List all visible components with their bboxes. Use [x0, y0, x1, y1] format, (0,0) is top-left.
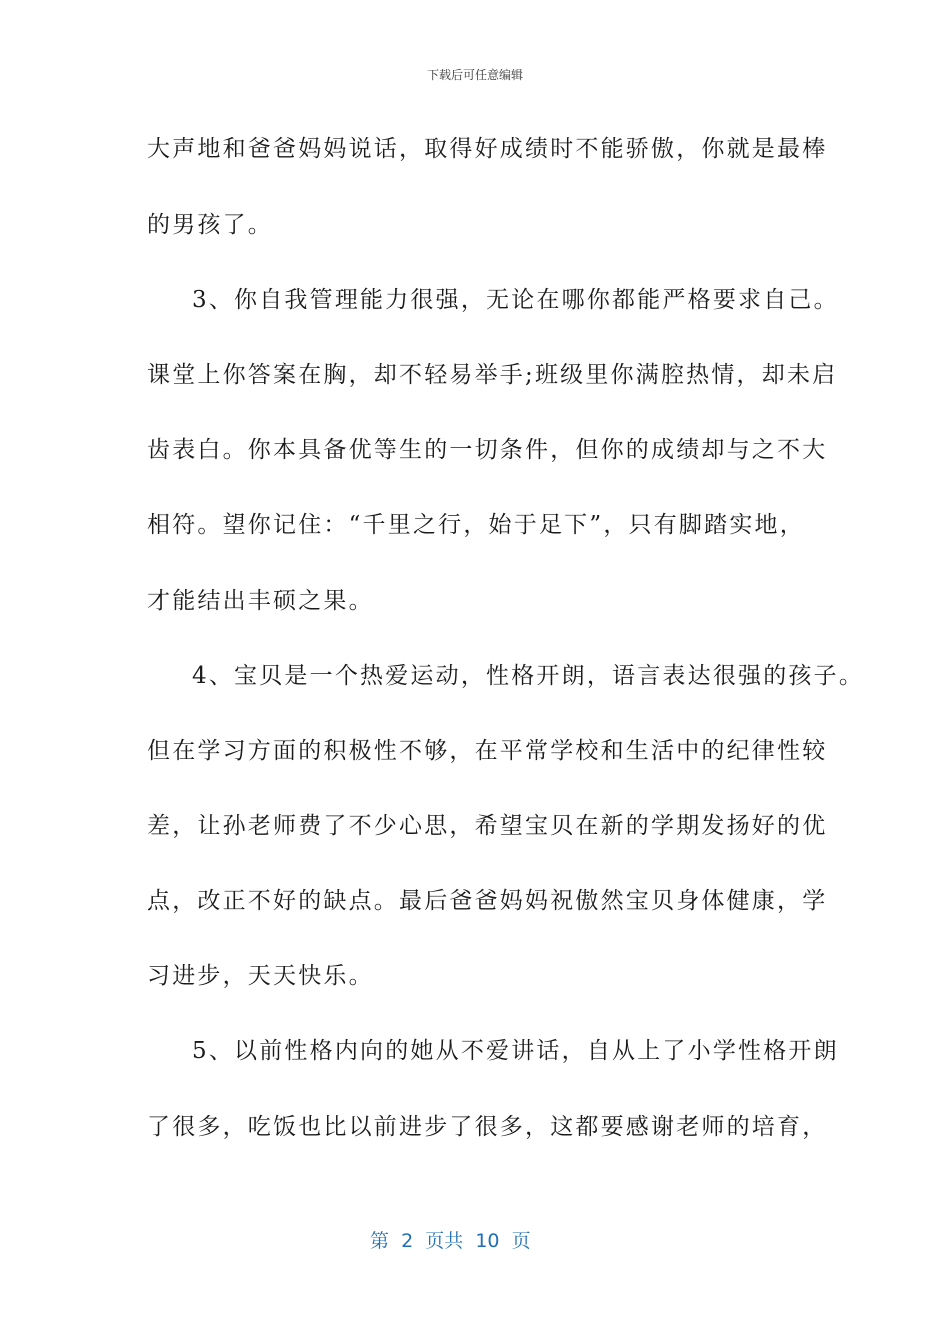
- body-line-14: 了很多，吃饭也比以前进步了很多，这都要感谢老师的培育，: [147, 1114, 828, 1140]
- body-line-4: 课堂上你答案在胸，却不轻易举手;班级里你满腔热情，却未启: [147, 362, 838, 388]
- body-line-1: 大声地和爸爸妈妈说话，取得好成绩时不能骄傲，你就是最棒: [147, 136, 828, 162]
- body-line-11: 点，改正不好的缺点。最后爸爸妈妈祝傲然宝贝身体健康，学: [147, 888, 828, 914]
- body-line-5: 齿表白。你本具备优等生的一切条件，但你的成绩却与之不大: [147, 437, 828, 463]
- body-line-8: 4、宝贝是一个热爱运动，性格开朗，语言表达很强的孩子。: [192, 663, 865, 689]
- body-line-12: 习进步，天天快乐。: [147, 963, 374, 989]
- body-line-13: 5、以前性格内向的她从不爱讲话，自从上了小学性格开朗: [192, 1038, 839, 1064]
- body-line-7: 才能结出丰硕之果。: [147, 588, 374, 614]
- page-header: 下载后可任意编辑: [426, 68, 523, 82]
- body-line-6: 相符。望你记住：“千里之行，始于足下”，只有脚踏实地，: [147, 512, 805, 538]
- body-line-2: 的男孩了。: [147, 212, 273, 238]
- body-line-9: 但在学习方面的积极性不够，在平常学校和生活中的纪律性较: [147, 738, 828, 764]
- body-line-3: 3、你自我管理能力很强，无论在哪你都能严格要求自己。: [192, 287, 839, 313]
- body-line-10: 差，让孙老师费了不少心思，希望宝贝在新的学期发扬好的优: [147, 813, 828, 839]
- page-footer: 第 2 页共 10 页: [370, 1230, 531, 1252]
